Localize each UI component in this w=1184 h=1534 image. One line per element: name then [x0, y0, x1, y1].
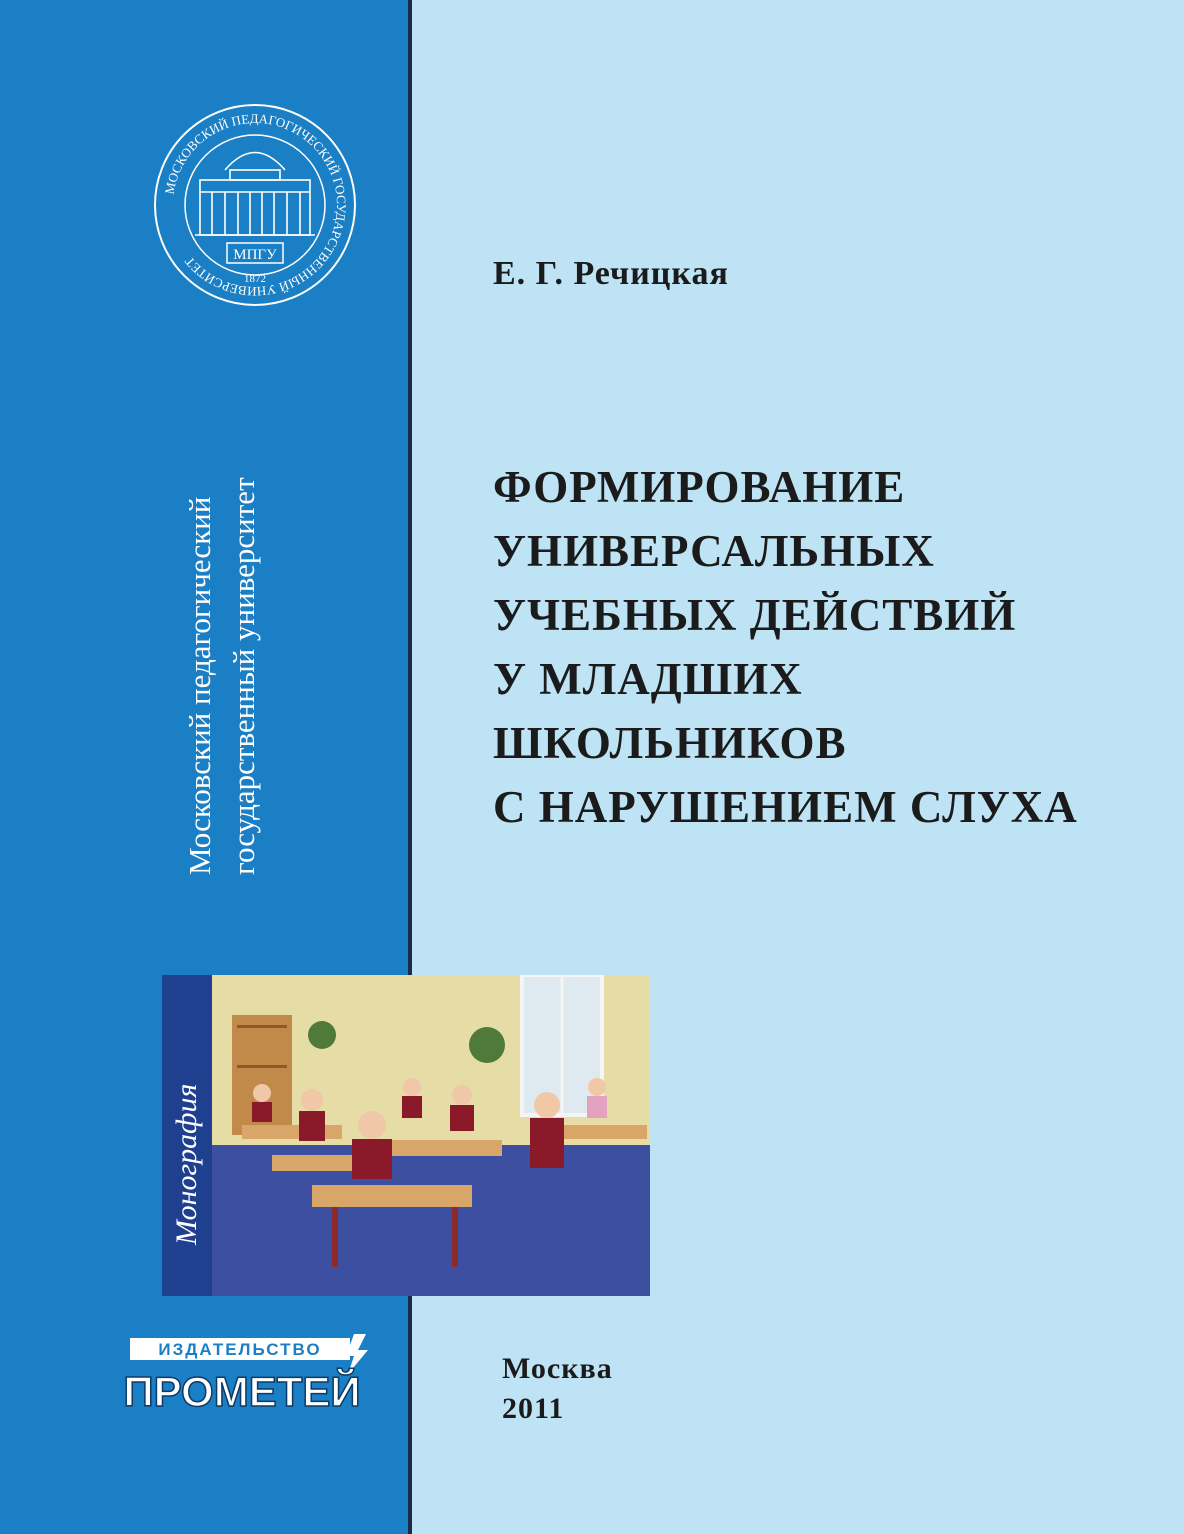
author-name: Е. Г. Речицкая	[493, 255, 729, 292]
publication-year: 2011	[502, 1392, 565, 1425]
classroom-photo	[212, 975, 650, 1296]
publisher-logo	[110, 1330, 380, 1420]
seal-founded-year: 1872	[244, 273, 266, 285]
university-seal-logo	[150, 100, 360, 310]
seal-ring-text: МОСКОВСКИЙ ПЕДАГОГИЧЕСКИЙ ГОСУДАРСТВЕННЫЙ УНИВЕРСИТЕТ	[161, 110, 350, 300]
title-line: У МЛАДШИХ	[493, 654, 803, 704]
building-icon	[195, 153, 315, 236]
title-line: ФОРМИРОВАНИЕ	[493, 462, 906, 512]
title-line: С НАРУШЕНИЕМ СЛУХА	[493, 782, 1078, 832]
publisher-label: ИЗДАТЕЛЬСТВО	[158, 1340, 322, 1359]
book-title	[493, 455, 1153, 839]
title-line: УНИВЕРСАЛЬНЫХ	[493, 526, 935, 576]
title-line: ШКОЛЬНИКОВ	[493, 718, 847, 768]
publisher-name: ПРОМЕТЕЙ	[123, 1368, 361, 1415]
genre-label: Монография	[170, 1083, 203, 1245]
title-line: УЧЕБНЫХ ДЕЙСТВИЙ	[493, 590, 1017, 640]
university-name-line2: государственный университет	[226, 477, 261, 875]
university-name-line1: Московский педагогический	[182, 496, 217, 875]
seal-abbreviation: МПГУ	[233, 247, 277, 263]
publication-city: Москва	[502, 1352, 613, 1385]
